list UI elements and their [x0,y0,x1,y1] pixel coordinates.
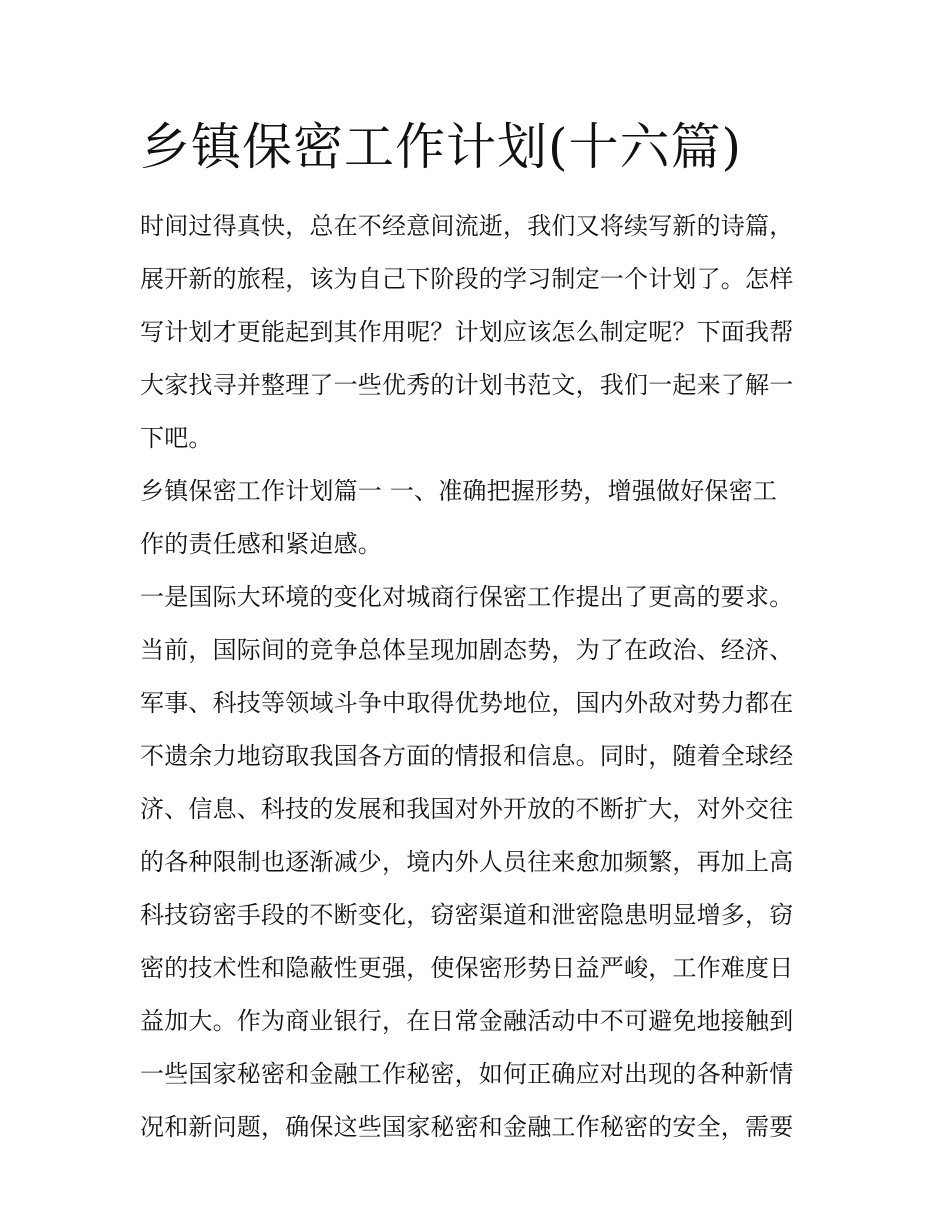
body-line: 下吧。 [140,424,213,452]
body-line: 益加大。作为商业银行，在日常金融活动中不可避免地接触到 [140,1007,794,1035]
body-line: 一些国家秘密和金融工作秘密，如何正确应对出现的各种新情 [140,1060,794,1088]
body-line: 密的技术性和隐蔽性更强，使保密形势日益严峻，工作难度日 [140,954,794,982]
body-line: 时间过得真快，总在不经意间流逝，我们又将续写新的诗篇， [140,212,794,240]
body-line: 作的责任感和紧迫感。 [140,530,382,558]
body-line: 写计划才更能起到其作用呢？计划应该怎么制定呢？下面我帮 [140,318,794,346]
body-line: 不遗余力地窃取我国各方面的情报和信息。同时，随着全球经 [140,742,794,770]
body-line: 军事、科技等领域斗争中取得优势地位，国内外敌对势力都在 [140,689,794,717]
body-line: 当前，国际间的竞争总体呈现加剧态势，为了在政治、经济、 [140,636,794,664]
body-line: 乡镇保密工作计划篇一 一、准确把握形势，增强做好保密工 [140,477,778,505]
body-line: 展开新的旅程，该为自己下阶段的学习制定一个计划了。怎样 [140,265,794,293]
body-line: 济、信息、科技的发展和我国对外开放的不断扩大，对外交往 [140,795,794,823]
document-title: 乡镇保密工作计划(十六篇) [140,118,743,176]
document-body [140,200,816,1154]
body-line: 大家找寻并整理了一些优秀的计划书范文，我们一起来了解一 [140,371,794,399]
body-line: 的各种限制也逐渐减少，境内外人员往来愈加频繁，再加上高 [140,848,794,876]
body-line: 况和新问题，确保这些国家秘密和金融工作秘密的安全，需要 [140,1113,794,1141]
body-line: 科技窃密手段的不断变化，窃密渠道和泄密隐患明显增多，窃 [140,901,794,929]
body-line: 一是国际大环境的变化对城商行保密工作提出了更高的要求。 [140,583,794,611]
